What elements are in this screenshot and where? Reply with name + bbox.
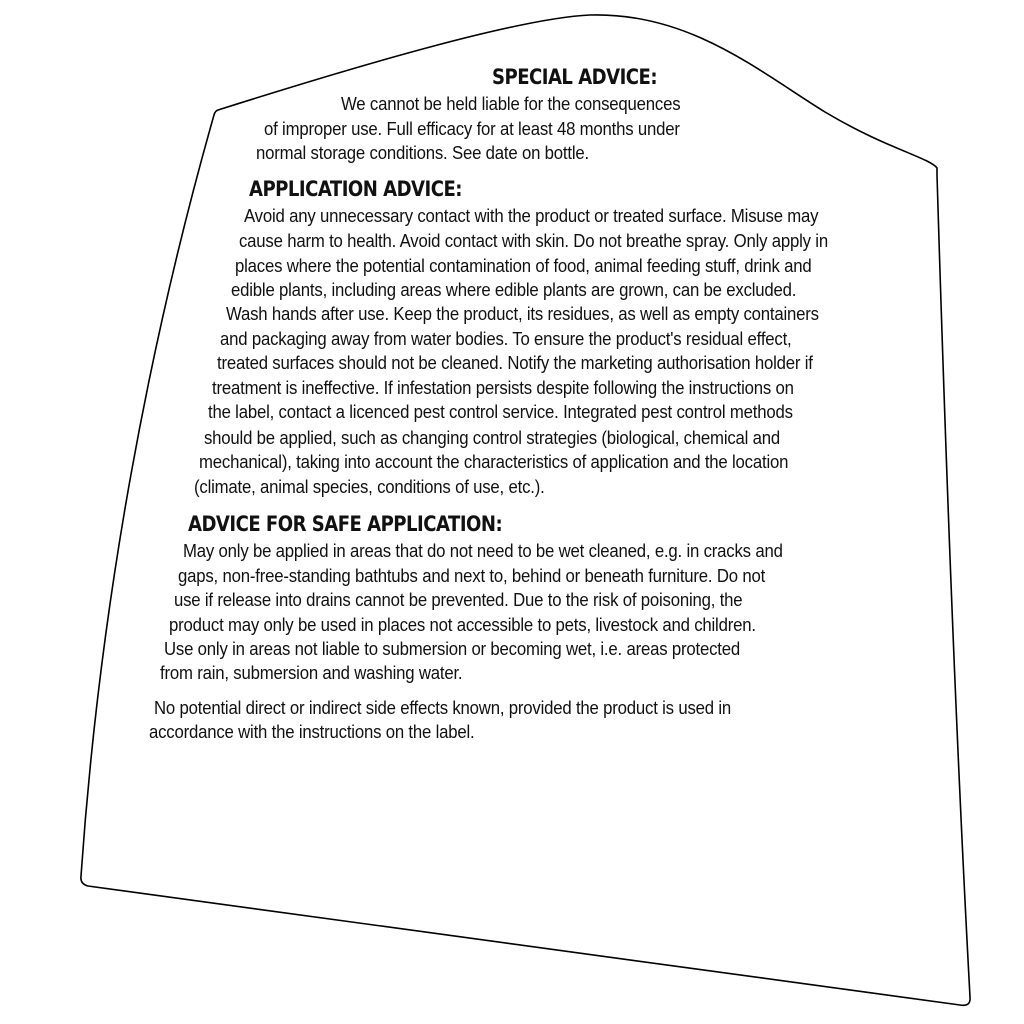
safe-application-line: use if release into drains cannot be prevented. Due to the risk of poisoning, the (174, 590, 743, 610)
safe-application-heading: ADVICE FOR SAFE APPLICATION: (188, 512, 503, 536)
side-effects-line: accordance with the instructions on the label. (149, 722, 475, 742)
application-advice-line: treated surfaces should not be cleaned. Notify the marketing authorisation holder if (217, 353, 813, 373)
application-advice-line: Avoid any unnecessary contact with the product or treated surface. Misuse may (244, 206, 819, 226)
application-advice-line: Wash hands after use. Keep the product, its residues, as well as empty containers (226, 304, 819, 324)
special-advice-line: We cannot be held liable for the consequences (341, 94, 681, 114)
special-advice-heading: SPECIAL ADVICE: (492, 65, 658, 89)
safe-application-line: gaps, non-free-standing bathtubs and next to, behind or beneath furniture. Do not (178, 566, 766, 586)
application-advice-heading: APPLICATION ADVICE: (249, 177, 462, 201)
application-advice-line: mechanical), taking into account the characteristics of application and the location (199, 452, 789, 472)
application-advice-line: and packaging away from water bodies. To ensure the product's residual effect, (220, 329, 792, 349)
application-advice-line: should be applied, such as changing control strategies (biological, chemical and (204, 428, 781, 448)
application-advice-line: places where the potential contamination of food, animal feeding stuff, drink and (235, 256, 812, 276)
special-advice-line: of improper use. Full efficacy for at least 48 months under (264, 119, 680, 139)
application-advice-line: edible plants, including areas where edible plants are grown, can be excluded. (231, 280, 797, 300)
application-advice-line: treatment is ineffective. If infestation persists despite following the instructions on (212, 378, 794, 398)
application-advice-line: the label, contact a licenced pest control service. Integrated pest control methods (208, 402, 793, 422)
safe-application-line: product may only be used in places not accessible to pets, livestock and children. (169, 615, 756, 635)
side-effects-line: No potential direct or indirect side effects known, provided the product is used in (154, 698, 732, 718)
safe-application-line: Use only in areas not liable to submersion or becoming wet, i.e. areas protected (164, 639, 740, 659)
special-advice-line: normal storage conditions. See date on bottle. (256, 143, 589, 163)
safe-application-line: from rain, submersion and washing water. (160, 663, 463, 683)
application-advice-line: cause harm to health. Avoid contact with skin. Do not breathe spray. Only apply in (239, 231, 828, 251)
application-advice-line: (climate, animal species, conditions of use, etc.). (194, 477, 545, 497)
safe-application-line: May only be applied in areas that do not need to be wet cleaned, e.g. in cracks and (183, 541, 783, 561)
